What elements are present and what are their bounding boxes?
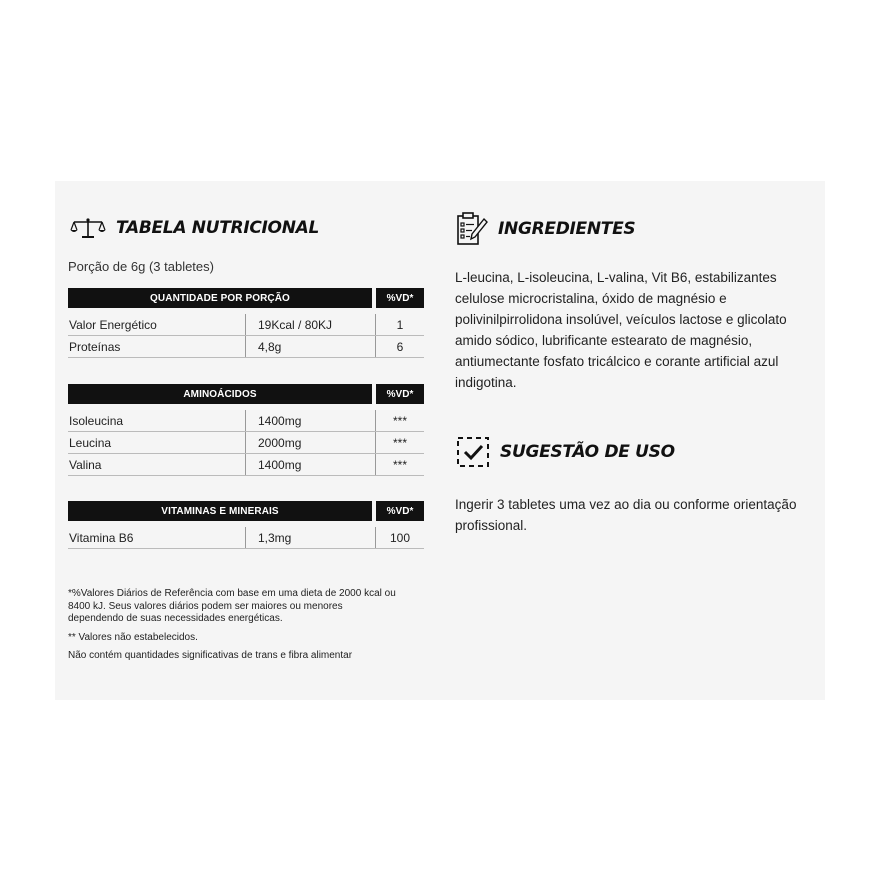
nutrient-vd: 1 — [375, 314, 424, 335]
table-row — [68, 336, 424, 358]
usage-text: Ingerir 3 tabletes uma vez ao dia ou conforme orientação profissional. — [455, 497, 797, 533]
table-header-vd: %VD* — [376, 384, 424, 404]
nutrition-notes — [68, 588, 398, 669]
ingredients-text: L-leucina, L-isoleucina, L-valina, Vit B6, estabilizantes celulose microcristalina, óxido de magnésio e polivinilpirrolidona insolúvel, veículos lactose e glicolato amido sódico, lubrificante estearato de magnésio, antiumectante fosfato tricálcico e corante artificial azul indigotina. — [455, 270, 787, 390]
table-row — [68, 527, 424, 549]
nutrition-table-quantity — [68, 288, 424, 358]
table-row — [68, 454, 424, 476]
table-header-label: AMINOÁCIDOS — [68, 384, 372, 404]
usage-title: SUGESTÃO DE USO — [500, 442, 675, 462]
nutrient-vd: *** — [375, 454, 424, 475]
ingredients-heading — [456, 211, 635, 247]
nutrient-amount: 1400mg — [245, 454, 375, 475]
portion-size: Porção de 6g (3 tabletes) — [68, 259, 214, 274]
note-vd-reference: *%Valores Diários de Referência com base em uma dieta de 2000 kcal ou 8400 kJ. Seus valores diários podem ser maiores ou menores dependendo de suas necessidades energéticas. — [68, 588, 396, 625]
nutrient-amount: 4,8g — [245, 336, 375, 357]
nutrient-amount: 1,3mg — [245, 527, 375, 548]
nutrition-table-vitamins — [68, 501, 424, 549]
clipboard-pencil-icon — [456, 211, 488, 247]
table-row — [68, 314, 424, 336]
balance-scale-icon — [70, 217, 106, 239]
table-row — [68, 432, 424, 454]
nutrient-vd: 6 — [375, 336, 424, 357]
table-row — [68, 410, 424, 432]
dashed-checkbox-icon — [456, 436, 490, 468]
note-not-established: ** Valores não estabelecidos. — [68, 631, 198, 643]
nutrition-title: TABELA NUTRICIONAL — [116, 218, 320, 238]
table-header-vd: %VD* — [376, 501, 424, 521]
usage-heading — [456, 436, 675, 468]
nutrition-heading — [70, 217, 319, 239]
nutrient-name: Proteínas — [69, 339, 121, 354]
table-header-vd: %VD* — [376, 288, 424, 308]
nutrient-name: Vitamina B6 — [69, 530, 134, 545]
nutrient-amount: 19Kcal / 80KJ — [245, 314, 375, 335]
nutrient-vd: *** — [375, 410, 424, 431]
ingredients-title: INGREDIENTES — [498, 219, 636, 239]
nutrient-name: Valor Energético — [69, 317, 157, 332]
table-header-label: QUANTIDADE POR PORÇÃO — [68, 288, 372, 308]
nutrient-name: Leucina — [69, 435, 112, 450]
table-header — [68, 501, 424, 521]
table-header — [68, 384, 424, 404]
nutrient-amount: 2000mg — [245, 432, 375, 453]
nutrient-amount: 1400mg — [245, 410, 375, 431]
nutrient-vd: *** — [375, 432, 424, 453]
note-trans-fiber: Não contém quantidades significativas de trans e fibra alimentar — [68, 650, 353, 662]
nutrient-name: Isoleucina — [69, 413, 124, 428]
nutrient-vd: 100 — [375, 527, 424, 548]
table-header — [68, 288, 424, 308]
nutrition-table-aminoacids — [68, 384, 424, 476]
nutrient-name: Valina — [69, 457, 102, 472]
table-header-label: VITAMINAS E MINERAIS — [68, 501, 372, 521]
